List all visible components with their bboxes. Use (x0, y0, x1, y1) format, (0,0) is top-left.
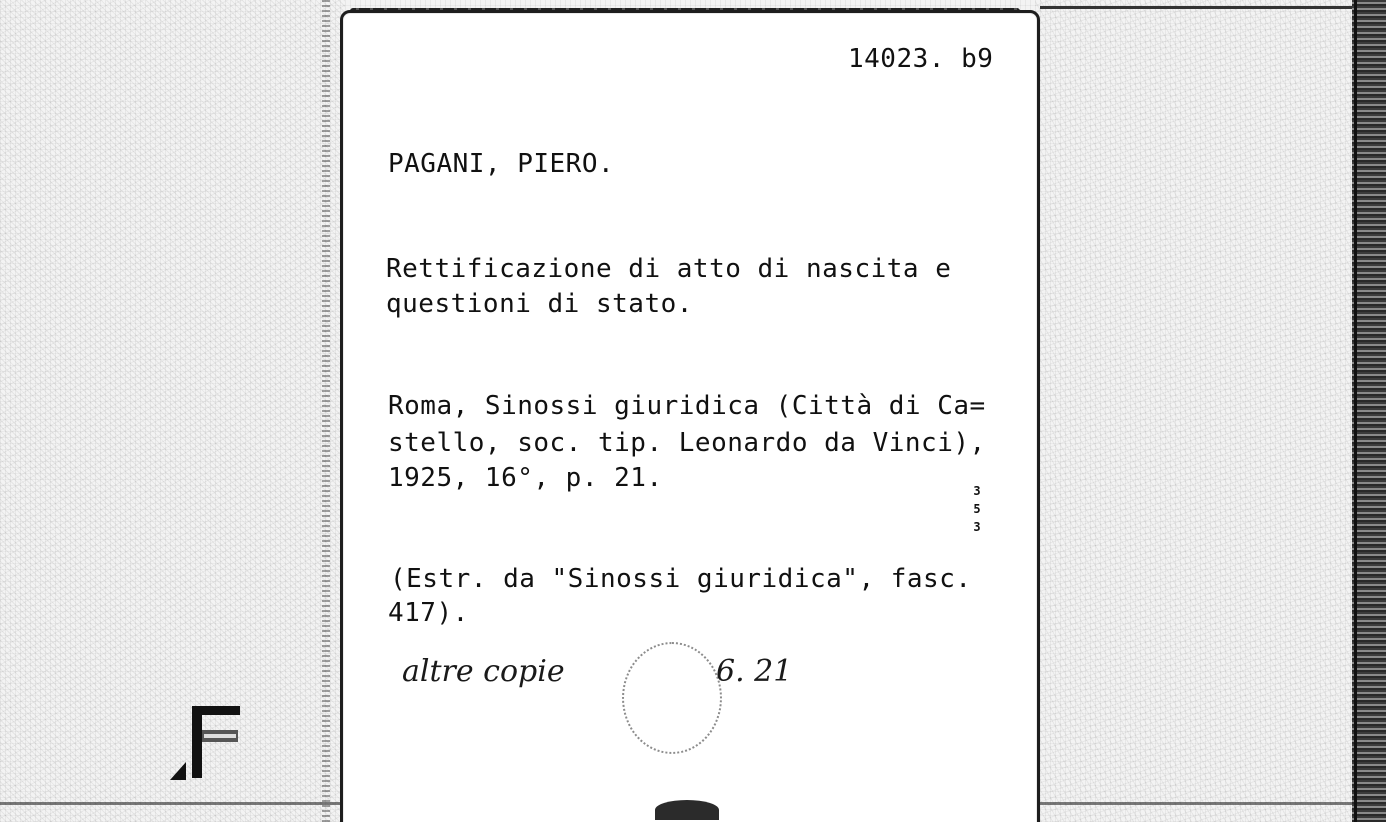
imprint-line-3: 1925, 16°, p. 21. (388, 463, 663, 493)
left-card-edge-shadow (322, 0, 330, 822)
right-strip-edge (1354, 0, 1357, 822)
author-heading: PAGANI, PIERO. (388, 149, 615, 179)
right-scan-noise (1035, 0, 1355, 822)
title-line-2: questioni di stato. (386, 289, 693, 319)
margin-f-mark (160, 700, 250, 790)
handwritten-tail: 6. 21 (716, 654, 793, 689)
bottom-arc-mark (655, 800, 719, 820)
title-line-1: Rettificazione di atto di nascita e (386, 254, 952, 284)
note-line-2: 417). (388, 598, 469, 628)
catalog-number: 14023. b9 (848, 44, 994, 74)
punch-hole (622, 642, 722, 754)
f-mark-middle-highlight (204, 734, 236, 738)
imprint-line-2: stello, soc. tip. Leonardo da Vinci), (388, 428, 986, 458)
note-line-1: (Estr. da "Sinossi giuridica", fasc. (390, 564, 972, 594)
handwritten-note: altre copie (402, 654, 565, 689)
top-right-edge-line (1040, 6, 1352, 9)
right-dark-strip (1352, 0, 1386, 822)
imprint-line-1: Roma, Sinossi giuridica (Città di Ca= (388, 391, 986, 421)
f-mark-corner-triangle (170, 762, 186, 780)
f-mark-top-bar (192, 706, 240, 715)
f-mark-stem (192, 706, 202, 778)
left-scan-noise (0, 0, 345, 822)
side-mark: 3 5 3 (973, 484, 981, 534)
